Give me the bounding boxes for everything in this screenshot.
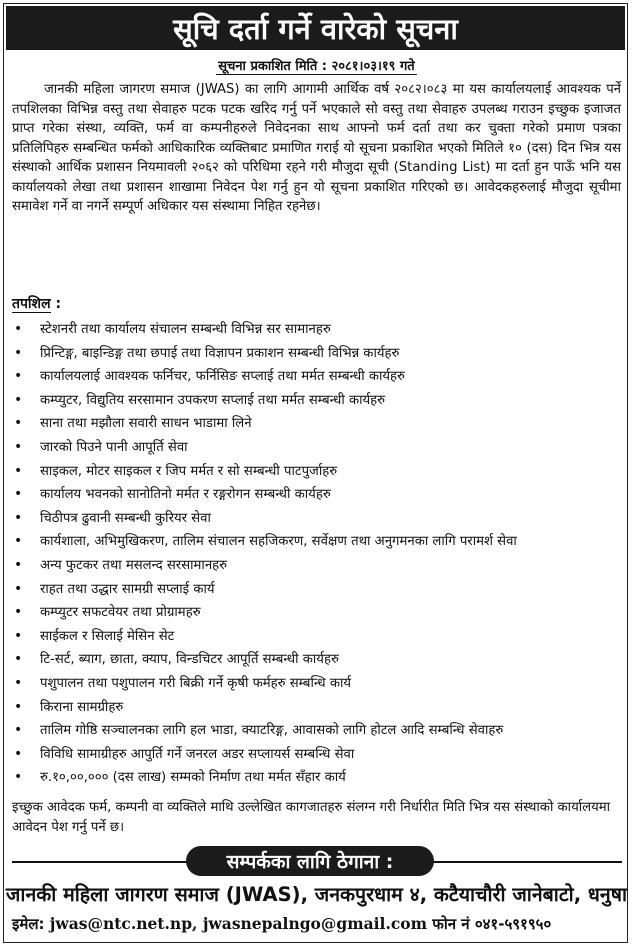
schedule-item [12, 412, 624, 436]
schedule-item-text: कार्यालय भवनको सानोतिनो मर्मत र रङ्गरोगन सम्बन्धी कार्यहरु [40, 487, 331, 503]
schedule-item [12, 365, 624, 389]
schedule-item-text: साइकल, मोटर साइकल र जिप मर्मत र सो सम्बन्धी पाटपुर्जाहरु [40, 463, 338, 479]
contact-rule-right [430, 861, 622, 863]
schedule-item [12, 342, 624, 366]
contact-heading: सम्पर्कका लागि ठेगाना : [186, 846, 434, 876]
schedule-heading-text: तपशिल [12, 296, 51, 312]
schedule-item-text: किराना सामग्रीहरु [40, 699, 124, 715]
bullet-icon: • [14, 509, 23, 526]
bullet-icon: • [14, 627, 23, 644]
email-addresses[interactable]: jwas@ntc.net.np, jwasnepalngo@gmail.com [49, 914, 428, 933]
schedule-item [12, 719, 624, 743]
schedule-item [12, 672, 624, 696]
bullet-icon: • [14, 580, 23, 597]
bullet-icon: • [14, 486, 23, 503]
bullet-icon: • [14, 438, 23, 455]
bullet-icon: • [14, 674, 23, 691]
schedule-item [12, 318, 624, 342]
schedule-item [12, 530, 624, 554]
schedule-item-text: कम्प्युटर सफटवेयर तथा प्रोग्रामहरु [40, 605, 201, 621]
bullet-icon: • [14, 745, 23, 762]
schedule-item [12, 696, 624, 720]
schedule-item [12, 648, 624, 672]
schedule-item [12, 460, 624, 484]
schedule-item [12, 601, 624, 625]
schedule-item [12, 483, 624, 507]
schedule-item-text: रु.१०,००,००० (दस लाख) सम्मको निर्माण तथा मर्मत सँहार कार्य [40, 770, 346, 786]
schedule-item-text: पशुपालन तथा पशुपालन गरी बिक्री गर्ने कृषी फर्महरु सम्बन्धि कार्य [40, 675, 352, 691]
schedule-item [12, 578, 624, 602]
email-label: इमेल: [12, 915, 45, 933]
bullet-icon: • [14, 698, 23, 715]
schedule-item [12, 554, 624, 578]
schedule-item-text: विविधि सामाग्रीहरु आपुर्ति गर्ने जनरल अडर सप्लायर्स सम्बन्धि सेवा [40, 746, 355, 762]
published-date-text: सूचना प्रकाशित मिति : २०८१।०३।१९ गते [218, 59, 415, 74]
schedule-item-text: टि-सर्ट, ब्याग, छाता, क्याप, विन्डचिटर आपूर्ति सम्बन्धी कार्यहरु [40, 652, 339, 668]
schedule-heading-colon: : [55, 296, 62, 312]
schedule-item [12, 743, 624, 767]
schedule-item [12, 507, 624, 531]
bullet-icon: • [14, 556, 23, 573]
schedule-item [12, 389, 624, 413]
bullet-icon: • [14, 769, 23, 786]
schedule-item-text: स्टेशनरी तथा कार्यालय संचालन सम्बन्धी विभिन्न सर सामानहरु [40, 322, 331, 337]
closing-paragraph: इच्छुक आवेदक फर्म, कम्पनी वा व्यक्तिले माथि उल्लेखित कागजातहरु संलग्न गरी निर्धारीत मिति भित्र यस संस्थाको कार्यालयमा आवेदन पेश गर्नु पर्ने छ। [12, 800, 611, 835]
schedule-item-text: साईकल र सिलाई मेसिन सेट [40, 628, 175, 644]
bullet-icon: • [14, 722, 23, 739]
schedule-item-text: साना तथा मझौला सवारी साधन भाडामा लिने [40, 416, 252, 432]
contact-line [12, 914, 622, 934]
schedule-list [12, 318, 624, 790]
schedule-heading [12, 294, 61, 313]
schedule-item-text: प्रिन्टिङ्ग, बाइन्डिङ्ग तथा छपाई तथा विज्ञापन प्रकाशन सम्बन्धी विभिन्न कार्यहरु [40, 345, 400, 361]
bullet-icon: • [14, 344, 23, 361]
phone-number: ०४१-५९१९५० [474, 915, 552, 933]
schedule-item [12, 766, 624, 790]
schedule-item-text: कम्प्युटर, विद्युतिय सरसामान उपकरण सप्लाई तथा मर्मत सम्बन्धी कार्यहरु [40, 392, 386, 408]
intro-paragraph: जानकी महिला जागरण समाज (JWAS) का लागि आगामी आर्थिक वर्ष २०८२।०८३ मा यस कार्यालयलाई आवश्यक पर्ने तपशिलका विभिन्न वस्तु तथा सेवाहरु पटक पटक खरिद गर्नु पर्ने भएकाले सो वस्तु तथा सेवाहरु उपलब्ध गराउन इच्छुक इजाजत प्राप्त गरेका संस्था, व्यक्ति, फर्म वा कम्पनीहरुले निवेदनका साथ आफ्नो फर्म दर्ता तथा कर चुक्ता गरेको प्रमाण पत्रका प्रतिलिपिहरु सम्बन्धित फर्मको आधिकारिक व्यक्तिबाट प्रमाणित गराई यो सूचना प्रकाशित भएको मितिले १० (दस) दिन भित्र यस संस्थाको आर्थिक प्रशासन नियमावली २०६२ को परिधिमा रहने गरी मौजुदा सूची (Standing List) मा दर्ता हुन पाऊँ भनि यस कार्यालयको लेखा तथा प्रशासन शाखामा निवेदन पेश गर्नु हुन यो सूचना प्रकाशित गरिएको छ। आवेदकहरुलाई मौजुदा सूचीमा समावेश गर्ने वा नगर्ने सम्पूर्ण अधिकार यस संस्थामा निहित रहनेछ। [12, 82, 621, 214]
bullet-icon: • [14, 415, 23, 432]
schedule-item-text: कार्यशाला, अभिमुखिकरण, तालिम संचालन सहजिकरण, सर्वेक्षण तथा अनुगमनका लागि परामर्श सेवा [40, 534, 517, 550]
schedule-item-text: राहत तथा उद्धार सामग्री सप्लाई कार्य [40, 581, 215, 597]
bullet-icon: • [14, 651, 23, 668]
schedule-item [12, 625, 624, 649]
schedule-item-text: जारको पिउने पानी आपूर्ति सेवा [40, 439, 188, 455]
organization-address: जानकी महिला जागरण समाज (JWAS), जनकपुरधाम ४, कटैयाचौरी जानेबाटो, धनुषा [5, 883, 628, 906]
schedule-item-text: चिठीपत्र ढुवानी सम्बन्धी कुरियर सेवा [40, 510, 211, 526]
bullet-icon: • [14, 368, 23, 385]
bullet-icon: • [14, 604, 23, 621]
schedule-item-text: तालिम गोष्ठि सञ्चालनका लागि हल भाडा, क्याटरिङ्ग, आवासको लागि होटल आदि सम्बन्धि सेवाहरु [40, 723, 504, 739]
published-date [0, 56, 633, 74]
notice-title: सूचि दर्ता गर्ने वारेको सूचना [6, 6, 625, 50]
schedule-item-text: कार्यालयलाई आवश्यक फर्निचर, फर्निसिङ सप्लाई तथा मर्मत सम्बन्धी कार्यहरु [40, 369, 405, 385]
schedule-item [12, 436, 624, 460]
phone-label: फोन नं [432, 915, 470, 933]
schedule-item-text: अन्य फुटकर तथा मसलन्द सरसामानहरु [40, 557, 228, 573]
bullet-icon: • [14, 533, 23, 550]
bullet-icon: • [14, 321, 23, 337]
contact-rule-left [12, 861, 190, 863]
bullet-icon: • [14, 391, 23, 408]
bullet-icon: • [14, 462, 23, 479]
